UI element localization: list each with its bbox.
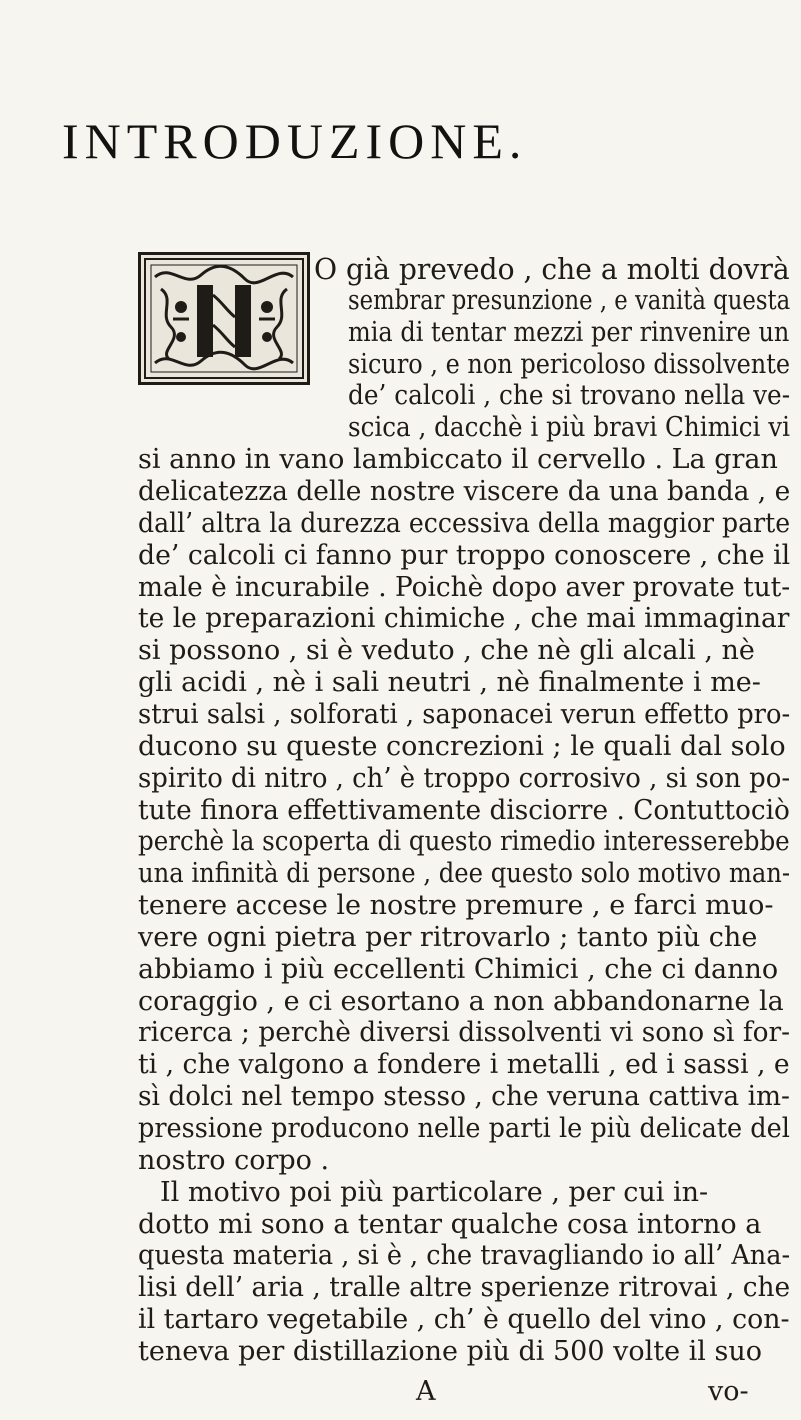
text-line: questa materia , si è , che travagliando io all’ Ana- <box>138 1240 791 1271</box>
text-line: sicuro , e non pericoloso dissolvente <box>348 349 791 380</box>
text-line: gli acidi , nè i sali neutri , nè finalmente i me- <box>138 667 761 698</box>
text-line: pressione producono nelle parti le più delicate del <box>138 1113 790 1144</box>
text-line: spirito di nitro , ch’ è troppo corrosivo , si son po- <box>138 763 791 794</box>
decorated-initial-ornament-icon <box>138 252 310 385</box>
text-line: de’ calcoli ci fanno pur troppo conoscere , che il <box>138 540 791 571</box>
text-line: delicatezza delle nostre viscere da una banda , e <box>138 476 791 507</box>
text-line: si possono , si è veduto , che nè gli alcali , nè <box>138 635 755 666</box>
signature-mark: A <box>416 1376 436 1407</box>
text-line: vere ogni pietra per ritrovarlo ; tanto più che <box>138 922 758 953</box>
text-line: tenere accese le nostre premure , e farci muo- <box>138 890 774 921</box>
text-line: dotto mi sono a tentar qualche cosa intorno a <box>138 1209 762 1240</box>
text-line: si anno in vano lambiccato il cervello . La gran <box>138 444 778 475</box>
text-line: sembrar presunzione , e vanità questa <box>348 285 791 316</box>
text-line: Il motivo poi più particolare , per cui in- <box>160 1177 709 1208</box>
text-line: nostro corpo . <box>138 1145 330 1176</box>
text-line: abbiamo i più eccellenti Chimici , che ci danno <box>138 954 779 985</box>
text-line-content: già prevedo , che a molti dovrà <box>346 252 790 286</box>
text-line: ti , che valgono a fondere i metalli , ed i sassi , e <box>138 1049 790 1080</box>
text-line: ricerca ; perchè diversi dissolventi vi sono sì for- <box>138 1017 791 1048</box>
text-line: male è incurabile . Poichè dopo aver provate tut- <box>138 572 791 603</box>
chapter-title: INTRODUZIONE. <box>62 113 528 169</box>
text-line: de’ calcoli , che si trovano nella ve- <box>348 380 791 411</box>
text-line: te le preparazioni chimiche , che mai immaginar <box>138 603 790 634</box>
text-line: dall’ altra la durezza eccessiva della maggior parte <box>138 508 791 539</box>
text-line: teneva per distillazione più di 500 volte il suo <box>138 1336 762 1367</box>
text-line: scica , dacchè i più bravi Chimici vi <box>348 412 790 443</box>
drop-cap-letter: O <box>314 252 338 286</box>
text-line: il tartaro vegetabile , ch’ è quello del vino , con- <box>138 1304 790 1335</box>
text-line: ducono su queste concrezioni ; le quali dal solo <box>138 731 786 762</box>
text-line: tute finora effettivamente disciorre . Contuttociò <box>138 795 790 826</box>
text-line: strui salsi , solforati , saponacei verun effetto pro- <box>138 699 791 730</box>
catchword: vo- <box>708 1376 749 1407</box>
text-line: mia di tentar mezzi per rinvenire un <box>348 317 790 348</box>
text-line: coraggio , e ci esortano a non abbandonarne la <box>138 986 784 1017</box>
text-line: sì dolci nel tempo stesso , che veruna cattiva im- <box>138 1081 790 1112</box>
text-line <box>314 253 790 285</box>
text-line: lisi dell’ aria , tralle altre sperienze ritrovai , che <box>138 1272 791 1303</box>
text-line: una infinità di persone , dee questo solo motivo man- <box>138 858 791 889</box>
text-line: perchè la scoperta di questo rimedio interesserebbe <box>138 826 790 857</box>
